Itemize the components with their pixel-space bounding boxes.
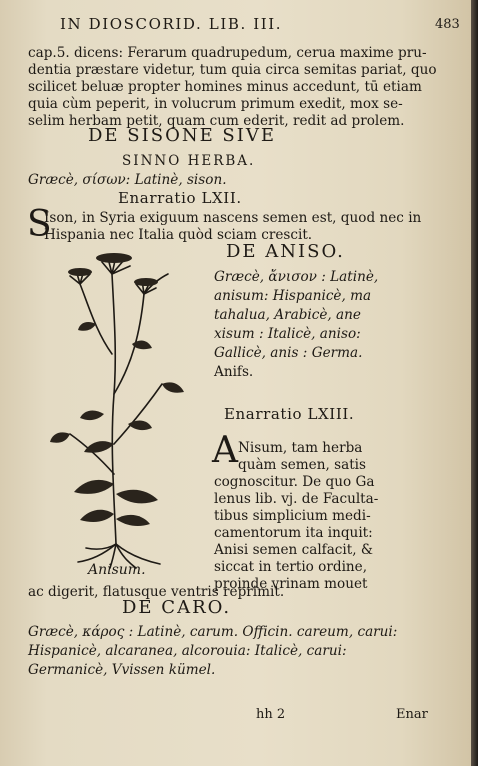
text-line: cap.5. dicens: Ferarum quadrupedum, cerua maxime pru- <box>28 45 427 61</box>
text-line: quàm semen, satis <box>238 457 366 473</box>
text-line: proinde vrinam mouet <box>214 576 368 592</box>
drop-cap-s: S <box>27 204 52 245</box>
section-heading-aniso: DE ANISO. <box>226 241 345 262</box>
names-line: Germanicè, Vvissen kümel. <box>28 662 216 678</box>
drop-cap-a: A <box>212 430 238 471</box>
text-line: quia cùm peperit, in volucrum primum exedit, mox se- <box>28 96 403 112</box>
names-line: Anifs. <box>214 364 254 380</box>
text-line: camentorum ita inquit: <box>214 525 373 541</box>
signature-mark: hh 2 <box>256 707 286 722</box>
enarratio-heading: Enarratio LXII. <box>118 189 242 207</box>
text-line: Ison, in Syria exiguum nascens semen est, quod nec in <box>44 210 422 226</box>
enarratio-heading: Enarratio LXIII. <box>224 405 355 423</box>
names-line: Græcè, κάρος : Latinè, carum. Officin. careum, carui: <box>28 624 398 640</box>
text-line: lenus lib. vj. de Faculta- <box>214 491 379 507</box>
text-line: Hispania nec Italia quòd sciam crescit. <box>44 227 313 243</box>
names-line: tahalua, Arabicè, ane <box>214 307 361 323</box>
section-heading-caro: DE CARO. <box>122 597 232 618</box>
text-line: siccat in tertio ordine, <box>214 559 368 575</box>
names-line: anisum: Hispanicè, ma <box>214 288 372 304</box>
text-line: Nisum, tam herba <box>238 440 363 456</box>
page-number: 483 <box>435 17 460 32</box>
text-line: dentia præstare videtur, tum quia circa semitas pariat, quo <box>28 62 437 78</box>
text-line: selim herbam petit, quam cum ederit, redit ad prolem. <box>28 113 405 129</box>
figure-caption: Anisum. <box>88 562 146 578</box>
text-line: tibus simplicium medi- <box>214 508 371 524</box>
catchword: Enar <box>396 707 428 722</box>
anise-plant-woodcut <box>44 244 190 570</box>
text-line: scilicet beluæ propter homines minus accedunt, tū etiam <box>28 79 422 95</box>
names-line: Græcè, σίσων: Latinè, sison. <box>28 172 227 188</box>
text-line: ac digerit, flatusque ventris reprimit. <box>28 584 285 600</box>
section-heading-sison: DE SISONE SIVE <box>88 125 277 146</box>
names-line: Hispanicè, alcaranea, alcorouia: Italicè, carui: <box>28 643 347 659</box>
running-title: IN DIOSCORID. LIB. III. <box>60 15 283 33</box>
names-line: xisum : Italicè, aniso: <box>214 326 361 342</box>
text-line: Anisi semen calfacit, & <box>214 542 373 558</box>
names-line: Gallicè, anis : Germa. <box>214 345 363 361</box>
text-line: cognoscitur. De quo Ga <box>214 474 375 490</box>
names-line: Græcè, ἄνισον : Latinè, <box>214 269 379 285</box>
page-edge-shadow <box>471 0 478 766</box>
section-subheading-sison: SINNO HERBA. <box>122 153 256 169</box>
